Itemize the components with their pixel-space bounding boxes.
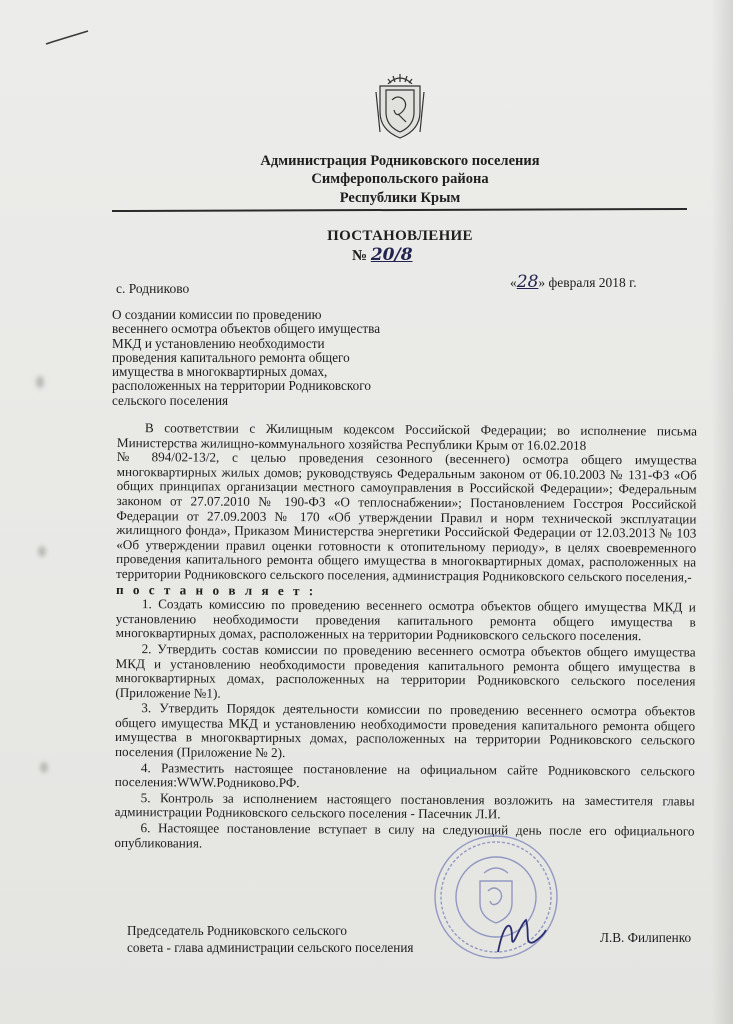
header-line-republic: Республики Крым (339, 190, 461, 206)
date-open-quote: « (510, 275, 517, 290)
subject-block (112, 308, 412, 408)
signatory-name: Л.В. Филипенко (600, 930, 692, 945)
decree-item: 2. Утвердить состав комиссии по проведению весеннего осмотра объектов общего имущества МКД и установлению необходимости проведения капитального ремонта общего имущества в многоквартирных домах, расположенных на территории Родниковского сельского поселения (Приложение №1). (115, 641, 696, 701)
header-divider (112, 208, 687, 212)
pen-stroke-mark (44, 28, 94, 48)
date-month-year: » февраля 2018 г. (538, 275, 637, 290)
crimea-coat-of-arms-icon (372, 70, 428, 142)
decree-word: п о с т а н о в л я е т : (115, 581, 317, 598)
signatory-role-line: Председатель Родниковского сельского (127, 923, 347, 938)
subject-line: имущества в многоквартирных домах, (112, 364, 328, 380)
document-number (352, 245, 413, 265)
subject-line: О создании комиссии по проведению (112, 307, 322, 322)
preamble-paragraph: № 894/02-13/2, с целью проведения сезонного (весеннего) осмотра общего имущества многоквартирных жилых домов; руководствуясь Федеральным законом от 06.10.2003 № 131-ФЗ «Об общих принципах организации местного самоуправления в Российской Федерации»; Федеральным законом от 27.07.2010 № 190-ФЗ «О теплоснабжении»; Постановлением Госстроя Российской Федерации от 27.09.2003 № 170 «Об утверждении Правил и норм технической эксплуатации жилищного фонда», Приказом Министерства энергетики Российской Федерации от 12.03.2013 № 103 «Об утверждении правил оценки готовности к отопительному периоду», в целях своевременного проведения капитального ремонта общего имущества в многоквартирных домах, расположенных на территории Родниковского сельского поселения, администрация Родниковского сельского поселения,- (116, 449, 697, 585)
handwritten-signature-icon (490, 912, 550, 960)
subject-line: сельского поселения (112, 392, 229, 408)
page-edge-shadow (711, 0, 733, 1024)
header-line-administration: Администрация Родниковского поселения (260, 153, 540, 169)
decree-item: 1. Создать комиссию по проведению весеннего осмотра объектов общего имущества МКД и установлению необходимости проведения капитального ремонта общего имущества в многоквартирных домах, расположенных на территории Родниковского сельского поселения. (115, 596, 696, 644)
subject-line: МКД и установлению необходимости (112, 335, 325, 351)
subject-line: весеннего осмотра объектов общего имущества (112, 321, 381, 337)
decree-item: 3. Утвердить Порядок деятельности комиссии по проведению весеннего осмотра объектов общего имущества МКД и установлению необходимости проведения капитального ремонта общего имущества в многоквартирных домах, расположенных на территории Родниковского сельского поселения (Приложение № 2). (114, 700, 696, 761)
scan-smudge (38, 546, 46, 557)
subject-line: проведения капитального ремонта общего (112, 349, 350, 365)
decree-item: 6. Настоящее постановление вступает в силу на следующий день после его официального опубликования. (114, 820, 695, 851)
number-prefix: № (352, 248, 368, 264)
decree-item: 4. Разместить настоящее постановление на официальном сайте Родниковского сельского поселения:WWW.Родниково.РФ. (114, 759, 695, 791)
preamble-paragraph: В соответствии с Жилищным кодексом Российской Федерации; во исполнение письма Министерства жилищно-коммунального хозяйства Республики Крым от 16.02.2018 (116, 420, 697, 453)
handwritten-day: 28 (516, 272, 539, 292)
document-date (510, 272, 637, 292)
decree-item: 5. Контроль за исполнением настоящего постановления возложить на заместителя главы администрации Родниковского сельского поселения - Пасечник Л.И. (114, 789, 695, 822)
scan-smudge (40, 762, 48, 773)
header-line-district: Симферопольского района (311, 171, 489, 187)
signatory-role-line: совета - глава администрации сельского поселения (127, 940, 414, 955)
document-title: ПОСТАНОВЛЕНИЕ (327, 228, 473, 244)
subject-line: расположенных на территории Родниковского (112, 378, 371, 394)
scan-smudge (36, 376, 44, 388)
document-body (114, 421, 697, 854)
signatory-role (127, 922, 413, 956)
place-of-issue: с. Родниково (116, 281, 190, 296)
handwritten-number: 20/8 (370, 245, 413, 265)
